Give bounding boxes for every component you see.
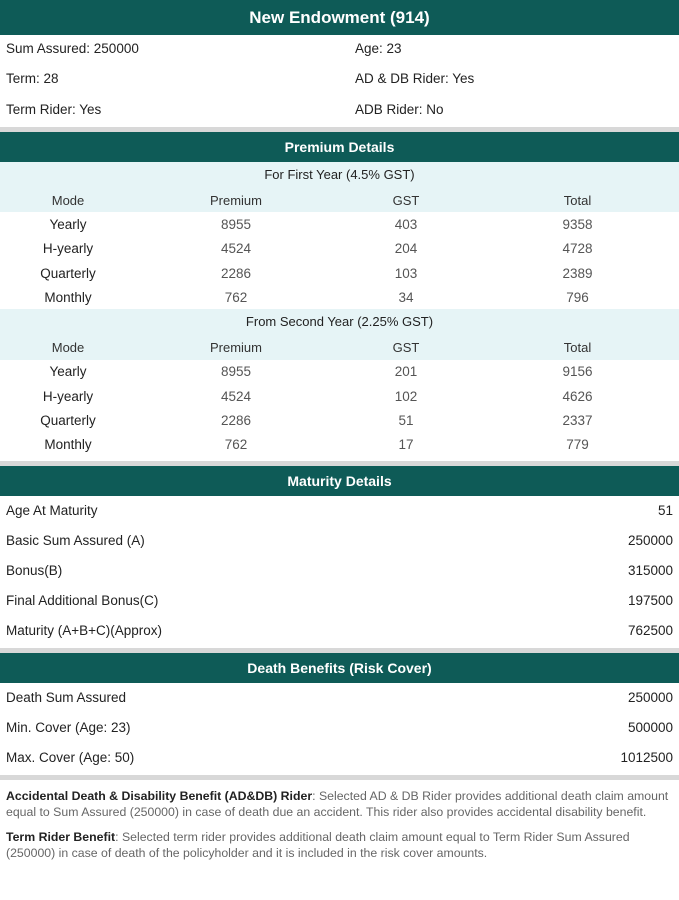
total-cell: 4728: [562, 241, 593, 257]
term-rider-note: [6, 829, 673, 861]
table-header-row: [0, 188, 679, 212]
list-item: [0, 526, 679, 556]
gst-cell: 103: [394, 265, 418, 281]
table-row: [0, 433, 679, 457]
rider-notes: [0, 780, 679, 861]
col-gst: GST: [336, 335, 476, 359]
adb-rider-label: ADB Rider: No: [355, 102, 444, 117]
policy-summary: [0, 35, 679, 127]
premium-cell: 4524: [220, 388, 252, 404]
total-cell: 2337: [562, 413, 593, 429]
premium-cell: 8955: [220, 364, 252, 380]
mode-cell: Yearly: [49, 216, 87, 232]
col-mode: Mode: [0, 335, 136, 359]
min-cover-value: 500000: [627, 719, 673, 735]
premium-cell: 762: [224, 437, 248, 453]
total-cell: 9156: [562, 364, 593, 380]
col-premium: Premium: [136, 335, 336, 359]
second-year-label: From Second Year (2.25% GST): [0, 309, 679, 335]
addb-note-title: Accidental Death & Disability Benefit (AD&DB) Rider: [6, 788, 313, 803]
col-mode: Mode: [0, 188, 136, 212]
mode-cell: H-yearly: [42, 241, 94, 257]
min-cover-label: Min. Cover (Age: 23): [6, 719, 131, 735]
gst-cell: 34: [398, 289, 414, 305]
premium-cell: 2286: [220, 413, 252, 429]
table-row: [0, 384, 679, 408]
col-gst: GST: [336, 188, 476, 212]
maturity-age-value: 51: [657, 502, 673, 518]
mode-cell: Yearly: [49, 364, 87, 380]
mode-cell: Monthly: [44, 437, 92, 453]
max-cover-label: Max. Cover (Age: 50): [6, 749, 135, 765]
total-cell: 779: [566, 437, 589, 453]
premium-cell: 4524: [220, 241, 252, 257]
maturity-list: [0, 496, 679, 646]
app-title: New Endowment (914): [0, 0, 679, 35]
col-total: Total: [476, 335, 679, 359]
table-row: [0, 261, 679, 285]
term-rider-label: Term Rider: Yes: [6, 102, 102, 117]
final-bonus-value: 197500: [627, 592, 673, 608]
total-cell: 796: [566, 289, 589, 305]
mode-cell: Monthly: [44, 289, 92, 305]
list-item: [0, 586, 679, 616]
table-header-row: [0, 335, 679, 359]
death-benefits-list: [0, 683, 679, 773]
death-sum-assured-value: 250000: [627, 689, 673, 705]
final-bonus-label: Final Additional Bonus(C): [6, 592, 159, 608]
list-item: [0, 496, 679, 526]
total-cell: 4626: [562, 388, 593, 404]
list-item: [0, 713, 679, 743]
age-label: Age: 23: [355, 41, 402, 56]
mode-cell: Quarterly: [40, 265, 96, 281]
total-cell: 9358: [562, 216, 593, 232]
table-row: [0, 237, 679, 261]
table-row: [0, 408, 679, 432]
table-row: [0, 285, 679, 309]
total-cell: 2389: [562, 265, 593, 281]
basic-sum-assured-value: 250000: [627, 532, 673, 548]
term-note-title: Term Rider Benefit: [6, 829, 116, 844]
first-year-premium-table: [0, 188, 679, 309]
death-sum-assured-label: Death Sum Assured: [6, 689, 127, 705]
second-year-premium-table: [0, 335, 679, 456]
list-item: [0, 556, 679, 586]
mode-cell: Quarterly: [40, 413, 96, 429]
ad-db-rider-label: AD & DB Rider: Yes: [355, 71, 475, 86]
max-cover-value: 1012500: [620, 749, 673, 765]
maturity-age-label: Age At Maturity: [6, 502, 98, 518]
col-premium: Premium: [136, 188, 336, 212]
bonus-label: Bonus(B): [6, 562, 63, 578]
gst-cell: 102: [394, 388, 418, 404]
term-label: Term: 28: [6, 71, 59, 86]
gst-cell: 204: [394, 241, 418, 257]
gst-cell: 403: [394, 216, 418, 232]
mode-cell: H-yearly: [42, 388, 94, 404]
maturity-total-label: Maturity (A+B+C)(Approx): [6, 622, 163, 638]
table-row: [0, 212, 679, 236]
bonus-value: 315000: [627, 562, 673, 578]
table-row: [0, 360, 679, 384]
death-benefits-header: Death Benefits (Risk Cover): [0, 653, 679, 683]
maturity-total-value: 762500: [627, 622, 673, 638]
gst-cell: 17: [398, 437, 414, 453]
gst-cell: 201: [394, 364, 418, 380]
sum-assured-label: Sum Assured: 250000: [6, 41, 139, 56]
premium-cell: 8955: [220, 216, 252, 232]
basic-sum-assured-label: Basic Sum Assured (A): [6, 532, 145, 548]
addb-note-text: : Selected AD & DB Rider provides additional death claim amount equal to Sum Assured (250000) in case of death due an accident. This rider also provides accidental disability benefit.: [6, 788, 669, 819]
col-total: Total: [476, 188, 679, 212]
premium-details-header: Premium Details: [0, 132, 679, 162]
list-item: [0, 683, 679, 713]
addb-note: [6, 788, 673, 820]
first-year-label: For First Year (4.5% GST): [0, 162, 679, 188]
premium-cell: 762: [224, 289, 248, 305]
term-note-text: : Selected term rider provides additional death claim amount equal to Term Rider Sum Assured (250000) in case of death of the policyholder and it is included in the risk cover amounts.: [6, 829, 630, 860]
premium-cell: 2286: [220, 265, 252, 281]
list-item: [0, 616, 679, 646]
list-item: [0, 743, 679, 773]
gst-cell: 51: [398, 413, 414, 429]
maturity-details-header: Maturity Details: [0, 466, 679, 496]
